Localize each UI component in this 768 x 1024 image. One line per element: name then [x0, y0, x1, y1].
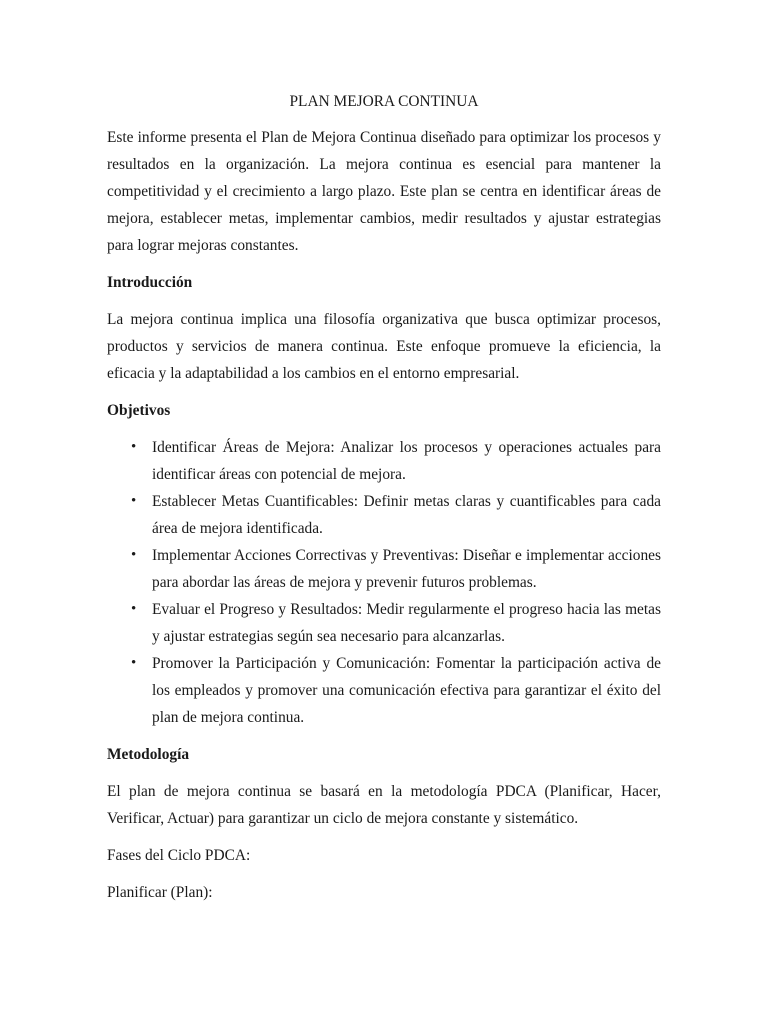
document-title: PLAN MEJORA CONTINUA: [289, 93, 479, 110]
list-item: • Identificar Áreas de Mejora: Analizar los procesos y operaciones actuales para identificar áreas con potencial de mejora.: [152, 434, 661, 488]
document-page: [107, 90, 661, 916]
metodologia-body: El plan de mejora continua se basará en la metodología PDCA (Planificar, Hacer, Verificar, Actuar) para garantizar un ciclo de mejora constante y sistemático.: [107, 783, 661, 827]
list-item: • Implementar Acciones Correctivas y Preventivas: Diseñar e implementar acciones para abordar las áreas de mejora y prevenir futuros problemas.: [152, 542, 661, 596]
heading-metodologia: Metodología: [107, 746, 190, 763]
first-phase-label: Planificar (Plan):: [107, 884, 213, 901]
list-item: • Evaluar el Progreso y Resultados: Medir regularmente el progreso hacia las metas y ajustar estrategias según sea necesario para alcanzarlas.: [152, 596, 661, 650]
list-item: • Promover la Participación y Comunicación: Fomentar la participación activa de los empleados y promover una comunicación efectiva para garantizar el éxito del plan de mejora continua.: [152, 650, 661, 731]
objetivos-list: [107, 434, 661, 731]
list-item: • Establecer Metas Cuantificables: Definir metas claras y cuantificables para cada área de mejora identificada.: [152, 488, 661, 542]
heading-introduccion: Introducción: [107, 274, 193, 291]
heading-objetivos: Objetivos: [107, 402, 171, 419]
intro-paragraph: Este informe presenta el Plan de Mejora Continua diseñado para optimizar los procesos y resultados en la organización. La mejora continua es esencial para mantener la competitividad y el crecimiento a largo plazo. Este plan se centra en identificar áreas de mejora, establecer metas, implementar cambios, medir resultados y ajustar estrategias para lograr mejoras constantes.: [107, 129, 661, 254]
phases-label: Fases del Ciclo PDCA:: [107, 847, 251, 864]
introduccion-body: La mejora continua implica una filosofía organizativa que busca optimizar procesos, productos y servicios de manera continua. Este enfoque promueve la eficiencia, la eficacia y la adaptabilidad a los cambios en el entorno empresarial.: [107, 311, 661, 382]
